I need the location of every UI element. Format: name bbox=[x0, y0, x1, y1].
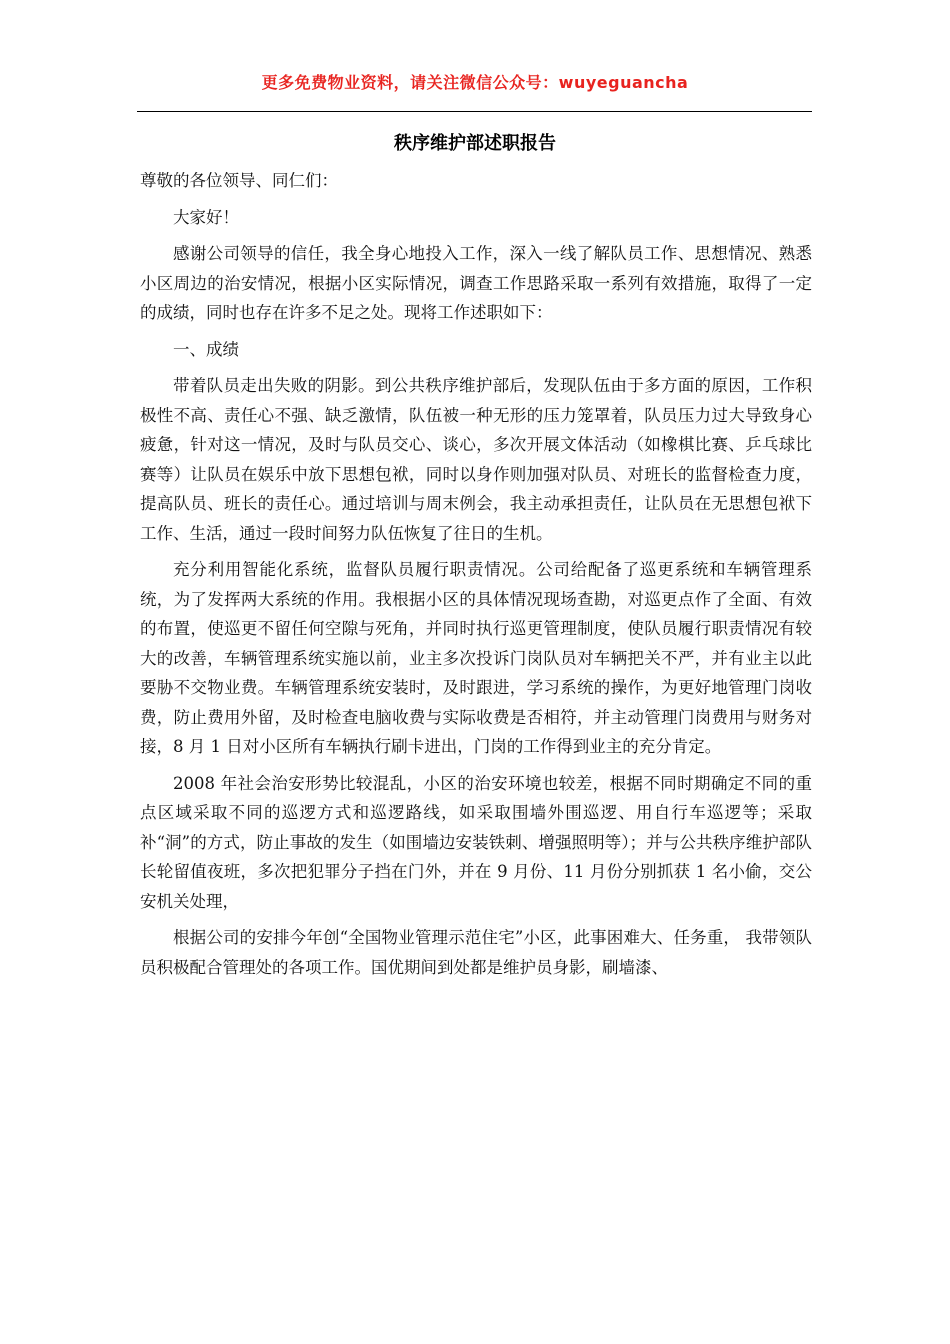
wechat-notice-banner: 更多免费物业资料，请关注微信公众号：wuyeguancha bbox=[261, 73, 689, 92]
document-title: 秩序维护部述职报告 bbox=[394, 133, 556, 154]
greeting: 大家好！ bbox=[173, 207, 239, 227]
section-heading-achievements: 一、成绩 bbox=[173, 339, 239, 359]
salutation: 尊敬的各位领导、同仁们： bbox=[140, 171, 338, 190]
paragraph-model-community: 根据公司的安排今年创“全国物业管理示范住宅”小区，此事困难大、任务重， 我带领队员积极配合管理处的各项工作。国优期间到处都是维护员身影，刷墙漆、 bbox=[140, 928, 812, 977]
paragraph-team-morale: 带着队员走出失败的阴影。到公共秩序维护部后，发现队伍由于多方面的原因，工作积极性不高、责任心不强、缺乏激情，队伍被一种无形的压力笼罩着，队员压力过大导致身心疲惫，针对这一情况，及时与队员交心、谈心，多次开展文体活动（如橡棋比赛、乒乓球比赛等）让队员在娱乐中放下思想包袱，同时以身作则加强对队员、对班长的监督检查力度，提高队员、班长的责任心。通过培训与周末例会，我主动承担责任，让队员在无思想包袱下工作、生活，通过一段时间努力队伍恢复了往日的生机。 bbox=[140, 376, 812, 543]
paragraph-intro: 感谢公司领导的信任，我全身心地投入工作，深入一线了解队员工作、思想情况、熟悉小区周边的治安情况，根据小区实际情况，调查工作思路采取一系列有效措施，取得了一定的成绩，同时也存在许多不足之处。现将工作述职如下： bbox=[140, 244, 812, 322]
header-divider bbox=[137, 111, 812, 112]
paragraph-smart-systems: 充分利用智能化系统，监督队员履行职责情况。公司给配备了巡更系统和车辆管理系统，为了发挥两大系统的作用。我根据小区的具体情况现场查勘，对巡更点作了全面、有效的布置，使巡更不留任何空隙与死角，并同时执行巡更管理制度，使队员履行职责情况有较大的改善，车辆管理系统实施以前，业主多次投诉门岗队员对车辆把关不严，并有业主以此要胁不交物业费。车辆管理系统安装时，及时跟进，学习系统的操作，为更好地管理门岗收费，防止费用外留，及时检查电脑收费与实际收费是否相符，并主动管理门岗费用与财务对接，8 月 1 日对小区所有车辆执行刷卡进出，门岗的工作得到业主的充分肯定。 bbox=[140, 560, 812, 756]
report-body bbox=[140, 166, 812, 989]
paragraph-security-patrol: 2008 年社会治安形势比较混乱，小区的治安环境也较差，根据不同时期确定不同的重点区域采取不同的巡逻方式和巡逻路线，如采取围墙外围巡逻、用自行车巡逻等；采取补“洞”的方式，防止事故的发生（如围墙边安装铁刺、增强照明等）；并与公共秩序维护部队长轮留值夜班，多次把犯罪分子挡在门外，并在 9 月份、11 月份分别抓获 1 名小偷，交公安机关处理， bbox=[140, 773, 812, 911]
